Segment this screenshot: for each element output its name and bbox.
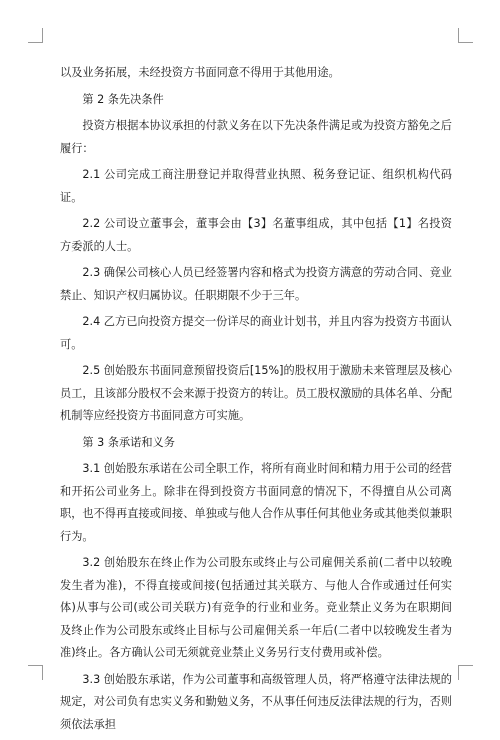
article-2-heading: 第 2 条先决条件 [82,92,164,106]
clause-3-2: 3.2 创始股东在终止作为公司股东或终止与公司雇佣关系前(二者中以较晚发生者为准)，不得直接或间接(包括通过其关联方、与他人合作或通过任何实体)从事与公司(或公司关联方)有竞争的行业和业务。竞业禁止义务为在职期间及终止作为公司股东或终止目标与公司雇佣关系一年后(二者中以较晚发生者为准)终止。各方确认公司无须就竞业禁止义务另行支付费用或补偿。 [60,556,452,659]
crop-mark-top-left [28,28,43,43]
crop-mark-bottom-left [28,665,43,680]
clause-2-2: 2.2 公司设立董事会，董事会由【3】名董事组成，其中包括【1】名投资方委派的人士。 [60,217,452,253]
document-page [60,62,452,740]
clause-3-3: 3.3 创始股东承诺，作为公司董事和高级管理人员，将严格遵守法律法规的规定，对公司负有忠实义务和勤勉义务，不从事任何违反法律法规的行为，否则须依法承担 [60,672,452,731]
clause-2-1: 2.1 公司完成工商注册登记并取得营业执照、税务登记证、组织机构代码证。 [60,168,452,204]
clause-2-4: 2.4 乙方已向投资方提交一份详尽的商业计划书，并且内容为投资方书面认可。 [60,315,452,351]
clause-2-5: 2.5 创始股东书面同意预留投资后[15%]的股权用于激励未来管理层及核心员工，且该部分股权不会来源于投资方的转让。员工股权激励的具体名单、分配机制等应经投资方书面同意方可实施。 [60,364,452,422]
clause-2-3: 2.3 确保公司核心人员已经签署内容和格式为投资方满意的劳动合同、竞业禁止、知识产权归属协议。任职期限不少于三年。 [60,266,452,302]
clause-3-1: 3.1 创始股东承诺在公司全职工作，将所有商业时间和精力用于公司的经营和开拓公司业务上。除非在得到投资方书面同意的情况下，不得擅自从公司离职，也不得再直接或间接、单独或与他人合作从事任何其他业务或其他类似兼职行为。 [60,462,452,543]
crop-mark-bottom-right [458,665,473,680]
crop-mark-top-right [458,28,473,43]
article-2-intro: 投资方根据本协议承担的付款义务在以下先决条件满足或为投资方豁免之后履行： [60,119,452,155]
paragraph-continuation: 以及业务拓展，未经投资方书面同意不得用于其他用途。 [60,66,340,79]
article-3-heading: 第 3 条承诺和义务 [82,435,175,449]
